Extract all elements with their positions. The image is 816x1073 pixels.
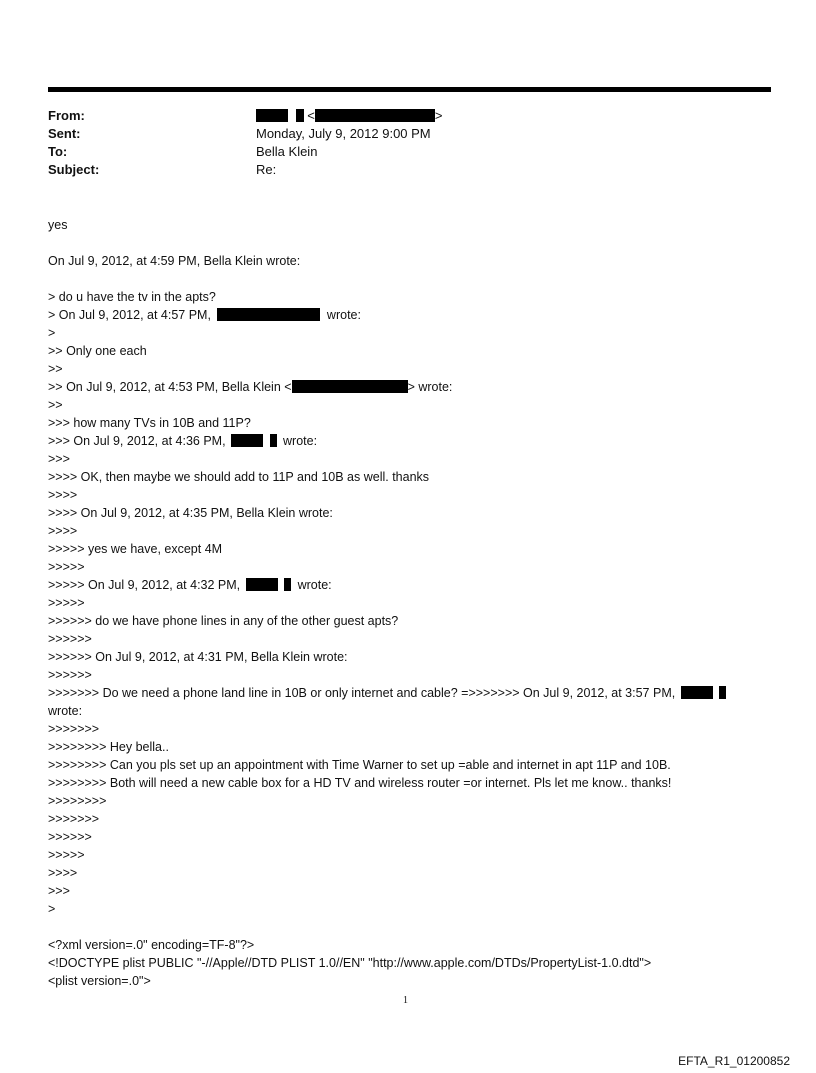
quote-line xyxy=(48,578,332,592)
quote-line: >>>>>>> xyxy=(48,812,100,826)
quote-line-text: >>> On Jul 9, 2012, at 4:36 PM, xyxy=(48,434,226,448)
quote-line xyxy=(48,434,317,448)
redaction xyxy=(246,578,278,591)
header-rule xyxy=(48,87,771,92)
quote-line: >> Only one each xyxy=(48,344,147,358)
quote-line: >>>>> yes we have, except 4M xyxy=(48,542,223,556)
redaction xyxy=(296,109,304,122)
from-value xyxy=(256,108,442,123)
quote-line: >>>>>>>> xyxy=(48,794,107,808)
quote-line: >>>> On Jul 9, 2012, at 4:35 PM, Bella Klein wrote: xyxy=(48,506,333,520)
sent-label: Sent: xyxy=(48,126,81,141)
redaction xyxy=(719,686,726,699)
redaction xyxy=(217,308,320,321)
redaction xyxy=(284,578,291,591)
subject-value: Re: xyxy=(256,162,277,177)
quote-line: >>>>>> On Jul 9, 2012, at 4:31 PM, Bella Klein wrote: xyxy=(48,650,348,664)
quote-line: >>> xyxy=(48,452,70,466)
quote-line: >>>> xyxy=(48,866,78,880)
to-value: Bella Klein xyxy=(256,144,318,159)
to-label: To: xyxy=(48,144,68,159)
quote-line: wrote: xyxy=(48,704,83,718)
redaction xyxy=(270,434,277,447)
quote-line: > xyxy=(48,902,56,916)
document-id: EFTA_R1_01200852 xyxy=(678,1054,790,1068)
quote-line-text: wrote: xyxy=(326,308,361,322)
angle-open: < xyxy=(307,108,315,123)
from-label: From: xyxy=(48,108,85,123)
quote-line-text: > On Jul 9, 2012, at 4:57 PM, xyxy=(48,308,211,322)
quote-line: >>>>>> do we have phone lines in any of the other guest apts? xyxy=(48,614,399,628)
quote-line-text: >> On Jul 9, 2012, at 4:53 PM, Bella Klein < xyxy=(48,380,292,394)
angle-close: > xyxy=(434,108,443,123)
quote-intro: On Jul 9, 2012, at 4:59 PM, Bella Klein wrote: xyxy=(48,254,301,268)
xml-line: <!DOCTYPE plist PUBLIC "-//Apple//DTD PLIST 1.0//EN" "http://www.apple.com/DTDs/PropertyList-1.0.dtd"> xyxy=(48,956,652,970)
subject-label: Subject: xyxy=(48,162,100,177)
quote-line-text: wrote: xyxy=(297,578,332,592)
xml-line: <?xml version=.0" encoding=TF-8"?> xyxy=(48,938,255,952)
quote-line: >>>> xyxy=(48,524,78,538)
quote-line: > xyxy=(48,326,56,340)
quote-line: > do u have the tv in the apts? xyxy=(48,290,216,304)
quote-line: >>>>>>> xyxy=(48,722,100,736)
quote-line-text: > wrote: xyxy=(407,380,453,394)
quote-line-text: >>>>>>> Do we need a phone land line in 10B or only internet and cable? =>>>>>>> On Jul 9, 2012, at 3:57 PM, xyxy=(48,686,676,700)
redaction xyxy=(681,686,713,699)
quote-line: >>>>> xyxy=(48,848,85,862)
quote-line: >>>>>>>> Can you pls set up an appointment with Time Warner to set up =able and internet in apt 11P and 10B. xyxy=(48,758,671,772)
reply-text: yes xyxy=(48,218,68,232)
sent-value: Monday, July 9, 2012 9:00 PM xyxy=(256,126,431,141)
quote-line: >>>>>>>> Hey bella.. xyxy=(48,740,169,754)
quote-line: >>>>>>>> Both will need a new cable box for a HD TV and wireless router =or internet. Pls let me know.. thanks! xyxy=(48,776,672,790)
quote-line: >> xyxy=(48,362,63,376)
redaction xyxy=(256,109,288,122)
quote-line: >>> how many TVs in 10B and 11P? xyxy=(48,416,251,430)
quote-line xyxy=(48,686,726,700)
quote-line: >>>>> xyxy=(48,596,85,610)
page-number: 1 xyxy=(403,995,408,1006)
xml-line: <plist version=.0"> xyxy=(48,974,151,988)
quote-line: >>>>>> xyxy=(48,830,92,844)
quote-line: >>>>>> xyxy=(48,632,92,646)
redaction xyxy=(315,109,435,122)
quote-line: >>>>> xyxy=(48,560,85,574)
quote-line-text: >>>>> On Jul 9, 2012, at 4:32 PM, xyxy=(48,578,241,592)
redaction xyxy=(231,434,263,447)
quote-line xyxy=(48,380,452,394)
quote-line: >>>> OK, then maybe we should add to 11P and 10B as well. thanks xyxy=(48,470,430,484)
quote-line: >> xyxy=(48,398,63,412)
quote-line-text: wrote: xyxy=(283,434,318,448)
quote-line xyxy=(48,308,361,322)
quote-line: >>>> xyxy=(48,488,78,502)
quote-line: >>> xyxy=(48,884,70,898)
quote-line: >>>>>> xyxy=(48,668,92,682)
redaction xyxy=(292,380,408,393)
